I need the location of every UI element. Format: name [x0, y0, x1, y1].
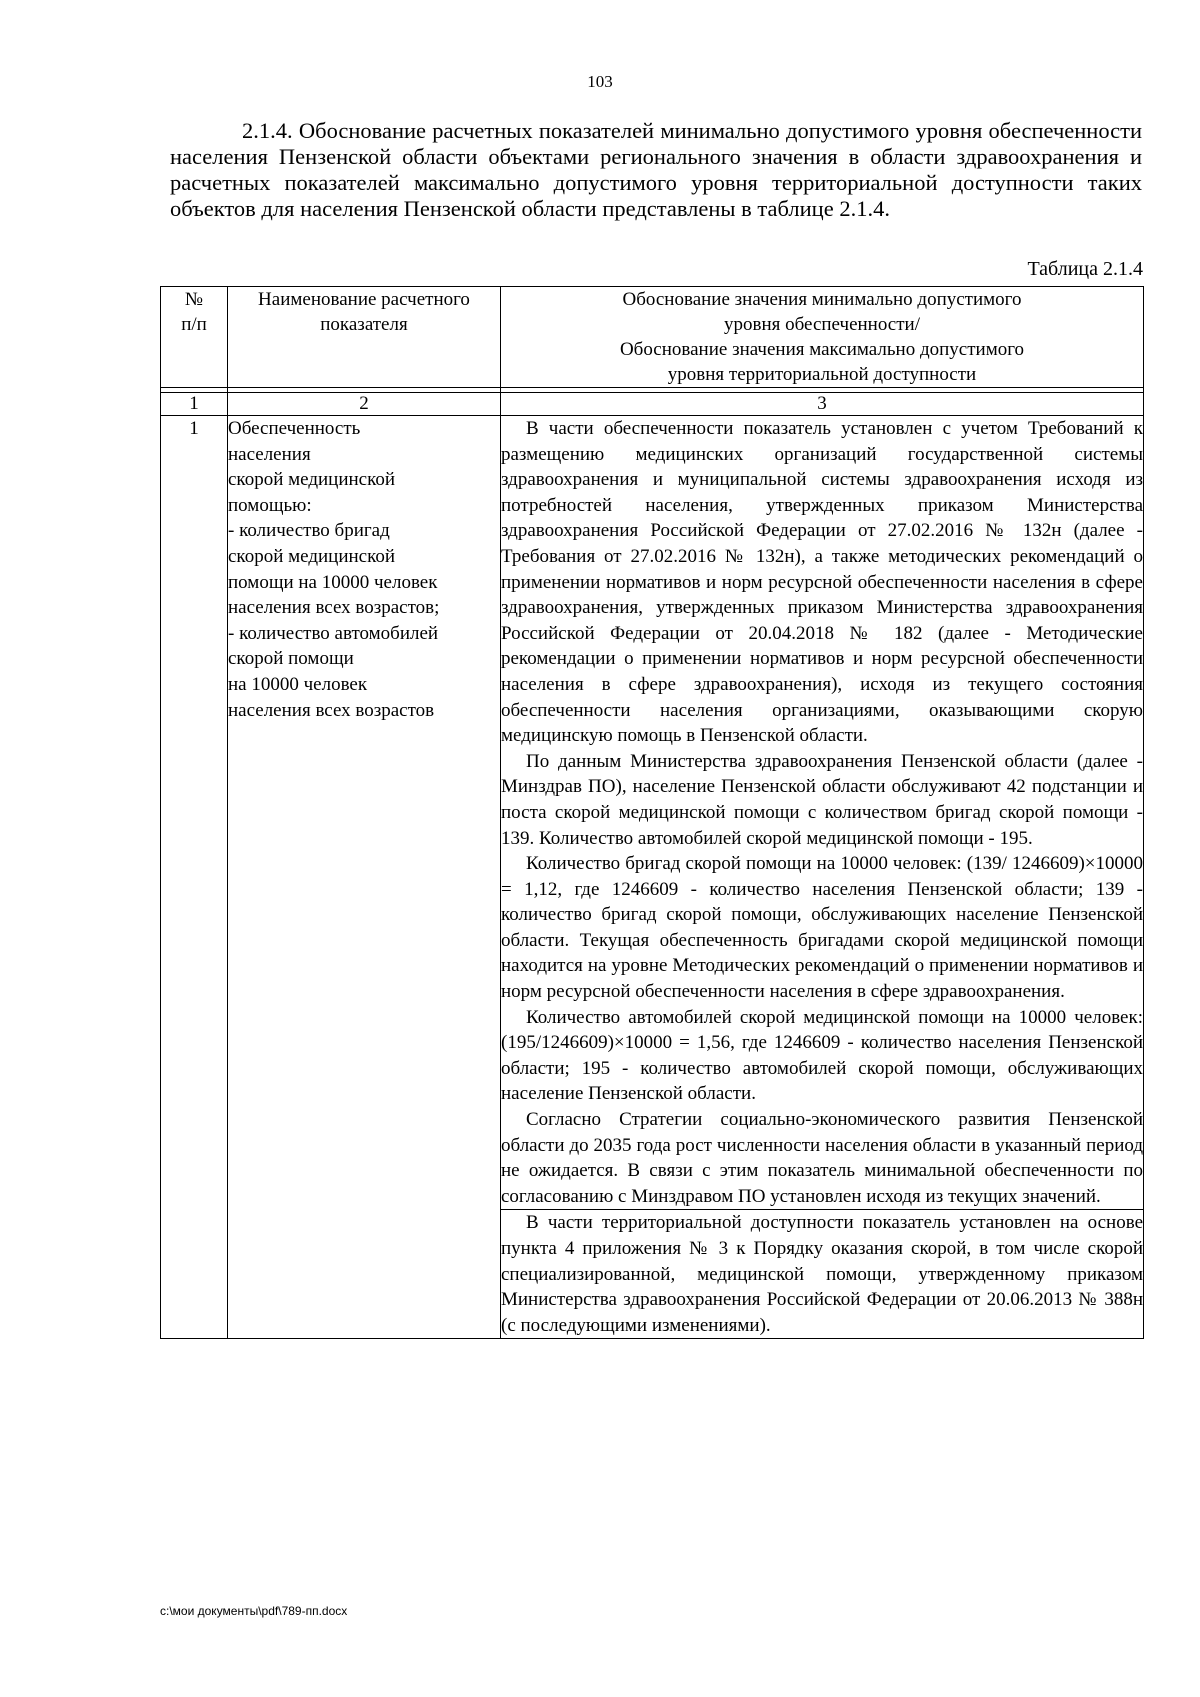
justification-paragraph: Согласно Стратегии социально-экономического развития Пензенской области до 2035 года рост численности населения области в указанный период не ожидается. В связи с этим показатель минимальной обеспеченности по согласованию с Минздравом ПО установлен исходя из текущих значений. — [501, 1109, 1143, 1207]
page-number: 103 — [587, 72, 613, 91]
indicator-line: скорой помощи — [228, 648, 354, 670]
indicator-line: на 10000 человек — [228, 673, 368, 695]
header-number-line: № — [184, 289, 204, 310]
indicator-line: скорой медицинской — [228, 469, 396, 491]
header-justification-line: Обоснование значения минимально допустимого — [622, 289, 1022, 310]
row-number: 1 — [161, 416, 228, 1339]
column-number-row — [161, 393, 1144, 416]
header-justification — [501, 287, 1144, 388]
header-justification-line: уровня территориальной доступности — [667, 364, 977, 385]
column-number: 1 — [161, 393, 228, 416]
intro-paragraph: 2.1.4. Обоснование расчетных показателей минимально допустимого уровня обеспеченности населения Пензенской области объектами регионального значения в области здравоохранения и расчетных показателей максимально допустимого уровня территориальной доступности таких объектов для населения Пензенской области представлены в таблице 2.1.4. — [170, 118, 1142, 221]
indicator-line: помощью: — [228, 494, 312, 516]
justification-paragraph: По данным Министерства здравоохранения Пензенской области (далее - Минздрав ПО), население Пензенской области обслуживают 42 подстанции и поста скорой медицинской помощи с количеством бригад скорой помощи - 139. Количество автомобилей скорой медицинской помощи - 195. — [501, 750, 1143, 849]
indicator-line: скорой медицинской — [228, 545, 396, 567]
file-path-footer: c:\мои документы\pdf\789-пп.docx — [160, 1604, 348, 1618]
header-justification-line: уровня обеспеченности/ — [724, 314, 920, 335]
justification-paragraph: Количество автомобилей скорой медицинской помощи на 10000 человек: (195/1246609)×10000 = 1,56, где 1246609 - количество населения Пензенской области; 195 - количество автомобилей скорой помощи, обслуживающих население Пензенской области. — [501, 1006, 1143, 1105]
justification-paragraph: В части обеспеченности показатель установлен с учетом Требований к размещению медицинских организаций государственной системы здравоохранения и муниципальной системы здравоохранения исходя из потребностей населения, утвержденных приказом Министерства здравоохранения Российской Федерации от 27.02.2016 № 132н (далее - Требования от 27.02.2016 № 132н), а также методических рекомендаций о применении нормативов и норм ресурсной обеспеченности населения в сфере здравоохранения, утвержденных приказом Министерства здравоохранения Российской Федерации от 20.04.2018 № 182 (далее - Методические рекомендации о применении нормативов и норм ресурсной обеспеченности населения в сфере здравоохранения), исходя из текущего состояния обеспеченности населения организациями, оказывающими скорую медицинскую помощь в Пензенской области. — [501, 418, 1143, 747]
column-number: 3 — [501, 393, 1144, 416]
justification-paragraph: В части территориальной доступности показатель установлен на основе пункта 4 приложения № 3 к Порядку оказания скорой, в том числе скорой специализированной, медицинской помощи, утвержденному приказом Министерства здравоохранения Российской Федерации от 20.06.2013 № 388н (с последующими изменениями). — [501, 1212, 1143, 1336]
indicators-table — [160, 286, 1144, 1339]
indicator-line: - количество бригад — [228, 520, 390, 542]
table-caption: Таблица 2.1.4 — [1027, 258, 1143, 280]
header-number-line: п/п — [181, 314, 207, 335]
indicator-name-cell — [228, 416, 501, 1339]
header-indicator-line: показателя — [320, 314, 408, 335]
table-row — [161, 416, 1144, 1210]
indicator-line: населения всех возрастов — [228, 699, 435, 721]
header-justification-line: Обоснование значения максимально допустимого — [619, 339, 1025, 360]
header-indicator-name — [228, 287, 501, 388]
indicator-line: населения — [228, 443, 311, 465]
indicator-line: помощи на 10000 человек — [228, 571, 438, 593]
justification-paragraph: Количество бригад скорой помощи на 10000 человек: (139/ 1246609)×10000 = 1,12, где 1246609 - количество населения Пензенской области; 139 - количество бригад скорой помощи, обслуживающих население Пензенской области. Текущая обеспеченность бригадами скорой медицинской помощи находится на уровне Методических рекомендаций о применении нормативов и норм ресурсной обеспеченности населения в сфере здравоохранения. — [501, 853, 1143, 1003]
accessibility-justification-cell — [501, 1210, 1144, 1339]
header-number — [161, 287, 228, 388]
indicator-line: Обеспеченность — [228, 418, 361, 439]
provision-justification-cell — [501, 416, 1144, 1210]
indicator-line: - количество автомобилей — [228, 622, 439, 644]
header-indicator-line: Наименование расчетного — [258, 289, 470, 310]
indicator-line: населения всех возрастов; — [228, 597, 440, 619]
table-header-row — [161, 287, 1144, 388]
column-number: 2 — [228, 393, 501, 416]
